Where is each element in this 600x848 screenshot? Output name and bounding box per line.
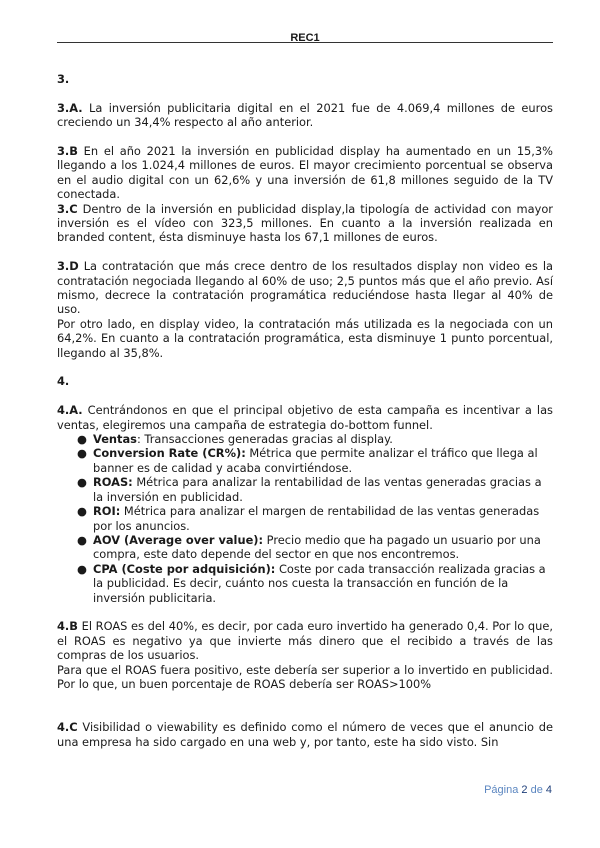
section-3-heading: 3. xyxy=(57,72,70,86)
list-item: ● Conversion Rate (CR%): Métrica que permite analizar el tráfico que llega al banner es de calidad y acaba convirtiéndose. xyxy=(77,446,538,475)
list-item: ● ROI: Métrica para analizar el margen de rentabilidad de las ventas generadas por los anuncios. xyxy=(77,504,540,533)
list-item: ● ROAS: Métrica para analizar la rentabilidad de las ventas generadas gracias a la inversión en publicidad. xyxy=(77,475,542,504)
header-title: REC1 xyxy=(290,32,320,44)
paragraph-4b: 4.B El ROAS es del 40%, es decir, por cada euro invertido ha generado 0,4. Por lo que, el ROAS es negativo ya que invierte más dinero que el recibido a través de las compras de los usuarios. xyxy=(57,619,553,663)
paragraph-3d: 3.D La contratación que más crece dentro de los resultados display non video es la contratación negociada llegando al 60% de uso; 2,5 puntos más que el año previo. Así mismo, decrece la contratación programática reduciéndose hasta llegar al 40% de uso. xyxy=(57,259,553,317)
page-header xyxy=(57,26,553,43)
total-pages: 4 xyxy=(545,784,552,796)
paragraph-4b-cont: Para que el ROAS fuera positivo, este debería ser superior a lo invertido en publicidad. Por lo que, un buen porcentaje de ROAS debería ser ROAS>100% xyxy=(57,662,553,691)
current-page: 2 xyxy=(521,784,528,796)
paragraph-3d-cont: Por otro lado, en display video, la contratación más utilizada es la negociada con un 64,2%. En cuanto a la contratación programática, esta disminuye 1 punto porcentual, llegando al 35,8%. xyxy=(57,316,553,360)
paragraph-3a: 3.A. La inversión publicitaria digital en el 2021 fue de 4.069,4 millones de euros creciendo un 34,4% respecto al año anterior. xyxy=(57,100,553,130)
list-item: ● AOV (Average over value): Precio medio que ha pagado un usuario por una compra, este dato depende del sector en que nos encontremos. xyxy=(77,532,541,562)
section-4-heading: 4. xyxy=(57,374,70,389)
paragraph-3c: 3.C Dentro de la inversión en publicidad display,la tipología de actividad con mayor inversión es el vídeo con 323,5 millones. En cuanto a la inversión realizada en branded content, ésta disminuye hasta los 67,1 millones de euros. xyxy=(57,201,553,245)
page-footer: Página 2 de 4 xyxy=(484,784,552,796)
paragraph-4c: 4.C Visibilidad o viewability es definido como el número de veces que el anuncio de una empresa ha sido cargado en una web y, por tanto, este ha sido visto. Sin xyxy=(57,720,553,749)
metrics-list xyxy=(57,432,553,605)
list-item: ● CPA (Coste por adquisición): Coste por cada transacción realizada gracias a la publicidad. Es decir, cuánto nos cuesta la transacción en función de la inversión publicitaria. xyxy=(77,561,546,605)
paragraph-4a: 4.A. Centrándonos en que el principal objetivo de esta campaña es incentivar a las ventas, elegiremos una campaña de estrategia do-bottom funnel. xyxy=(57,403,553,432)
paragraph-3b: 3.B En el año 2021 la inversión en publicidad display ha aumentado en un 15,3% llegando a los 1.024,4 millones de euros. El mayor crecimiento porcentual se observa en el audio digital con un 62,6% y una inversión de 61,8 millones seguido de la TV conectada. xyxy=(57,144,553,202)
document-body xyxy=(57,72,553,749)
list-item: ● Ventas: Transacciones generadas gracias al display. xyxy=(77,432,393,447)
